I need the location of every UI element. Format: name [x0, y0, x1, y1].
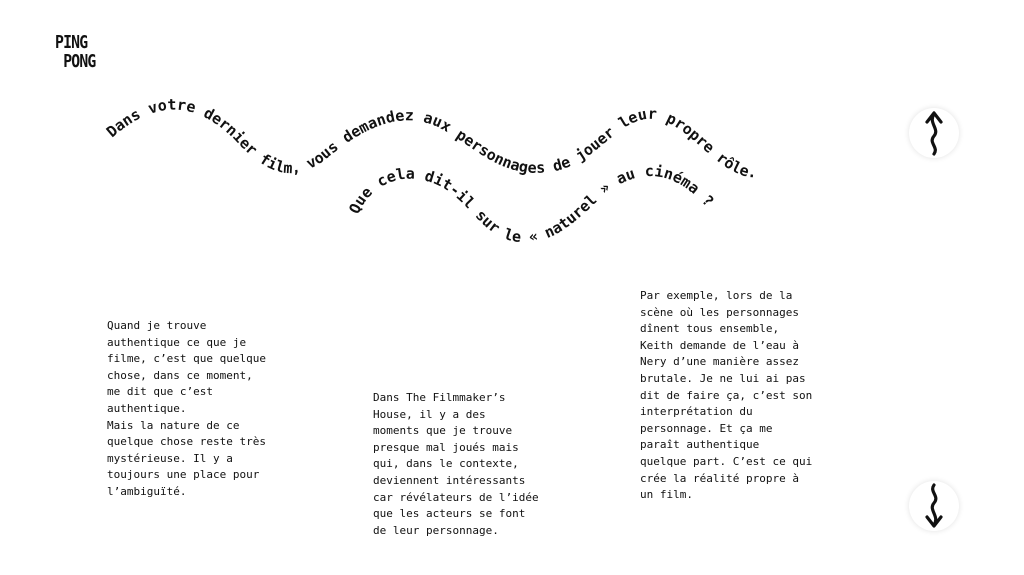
squiggle-arrow-up-icon [924, 109, 944, 157]
previous-button[interactable] [909, 108, 959, 158]
answer-column-1: Quand je trouve authentique ce que je filme, c’est que quelque chose, dans ce moment, me dit que c’est authentique. Mais la nature de ce quelque chose reste très mystérieuse. Il y a toujours une place pour l’ambiguïté. [107, 319, 266, 498]
answer-column-3: Par exemple, lors de la scène où les personnages dînent tous ensemble, Keith demande de l’eau à Nery d’une manière assez brutale. Je ne lui ai pas dit de faire ça, c’est son interprétation du personnage. Et ça me paraît authentique quelque part. C’est ce qui crée la réalité propre à un film. [640, 289, 813, 502]
logo-line-2: PONG [63, 51, 96, 72]
next-button[interactable] [909, 481, 959, 531]
question-line-1: Dans votre dernier film, vous demandez aux personnages de jouer leur propre rôle. [102, 95, 758, 182]
answer-column-2: Dans The Filmmaker’s House, il y a des moments que je trouve presque mal joués mais qui, dans le contexte, deviennent intéressants car révélateurs de l’idée que les acteurs se font de leur personnage. [373, 391, 539, 537]
logo-line-1: PING [55, 32, 88, 53]
question-line-2: Que cela dit-il sur le « naturel » au cinéma ? [345, 161, 718, 247]
squiggle-arrow-down-icon [924, 482, 944, 530]
